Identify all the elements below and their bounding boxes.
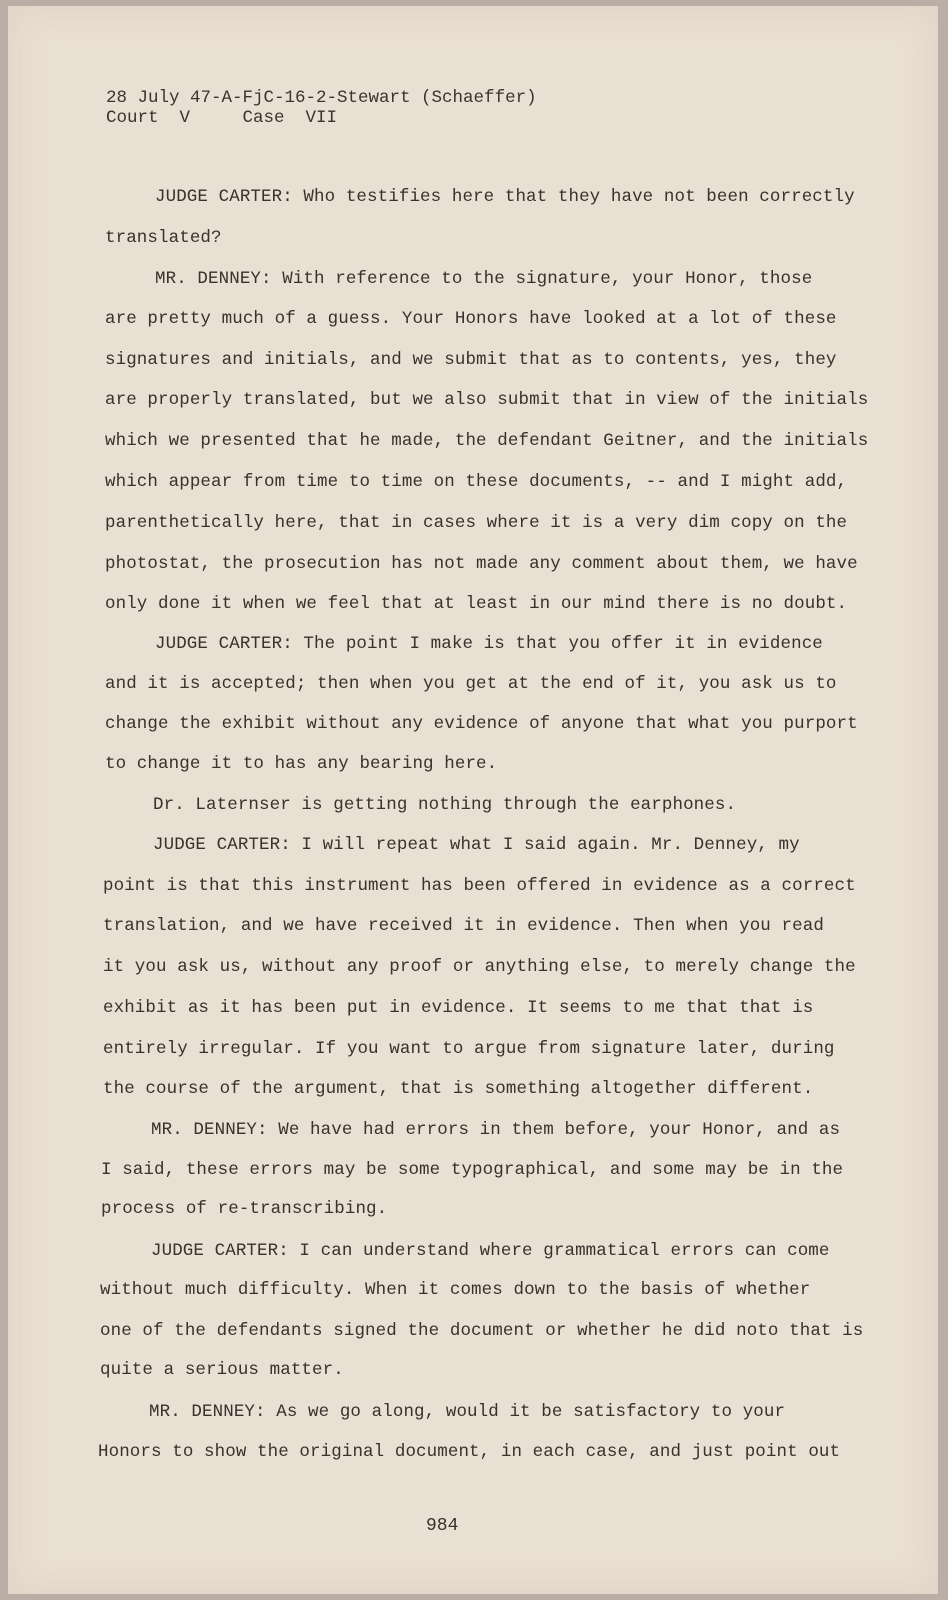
header-line-2: Court V Case VII <box>106 108 338 128</box>
transcript-line: JUDGE CARTER: The point I make is that you offer it in evidence <box>155 634 823 654</box>
transcript-line: to change it to has any bearing here. <box>105 754 498 774</box>
transcript-line: photostat, the prosecution has not made any comment about them, we have <box>105 554 858 574</box>
transcript-line: only done it when we feel that at least in our mind there is no doubt. <box>105 594 848 614</box>
document-header <box>106 88 537 128</box>
transcript-line: translated? <box>105 228 222 248</box>
transcript-line: signatures and initials, and we submit that as to contents, yes, they <box>105 350 837 370</box>
transcript-line: parenthetically here, that in cases where it is a very dim copy on the <box>105 513 848 533</box>
transcript-line: quite a serious matter. <box>100 1360 344 1380</box>
transcript-line: MR. DENNEY: As we go along, would it be satisfactory to your <box>149 1402 786 1422</box>
header-line-1: 28 July 47-A-FjC-16-2-Stewart (Schaeffer) <box>106 88 537 108</box>
transcript-line: MR. DENNEY: We have had errors in them before, your Honor, and as <box>151 1120 841 1140</box>
transcript-line: one of the defendants signed the document or whether he did noto that is <box>100 1321 864 1341</box>
transcript-line: which appear from time to time on these documents, -- and I might add, <box>105 472 848 492</box>
transcript-line: entirely irregular. If you want to argue from signature later, during <box>103 1039 835 1059</box>
transcript-line: which we presented that he made, the defendant Geitner, and the initials <box>105 431 869 451</box>
transcript-line: it you ask us, without any proof or anything else, to merely change the <box>103 957 856 977</box>
transcript-line: process of re-transcribing. <box>101 1199 388 1219</box>
transcript-line: are properly translated, but we also submit that in view of the initials <box>105 390 869 410</box>
document-page <box>8 6 938 1594</box>
transcript-line: and it is accepted; then when you get at the end of it, you ask us to <box>105 674 837 694</box>
transcript-line: JUDGE CARTER: I will repeat what I said again. Mr. Denney, my <box>153 835 800 855</box>
transcript-line: exhibit as it has been put in evidence. It seems to me that that is <box>103 998 814 1018</box>
transcript-line: Dr. Laternser is getting nothing through the earphones. <box>153 795 737 815</box>
transcript-line: change the exhibit without any evidence of anyone that what you purport <box>105 714 858 734</box>
transcript-line: point is that this instrument has been offered in evidence as a correct <box>103 876 856 896</box>
transcript-line: I said, these errors may be some typographical, and some may be in the <box>101 1160 844 1180</box>
transcript-line: MR. DENNEY: With reference to the signature, your Honor, those <box>155 269 813 289</box>
transcript-line: are pretty much of a guess. Your Honors have looked at a lot of these <box>105 309 837 329</box>
transcript-line: the course of the argument, that is something altogether different. <box>103 1079 814 1099</box>
transcript-line: without much difficulty. When it comes down to the basis of whether <box>100 1280 811 1300</box>
transcript-line: JUDGE CARTER: I can understand where grammatical errors can come <box>151 1241 830 1261</box>
transcript-line: Honors to show the original document, in each case, and just point out <box>98 1442 841 1462</box>
page-number: 984 <box>426 1516 459 1536</box>
transcript-line: translation, and we have received it in evidence. Then when you read <box>103 916 824 936</box>
transcript-line: JUDGE CARTER: Who testifies here that they have not been correctly <box>155 187 855 207</box>
